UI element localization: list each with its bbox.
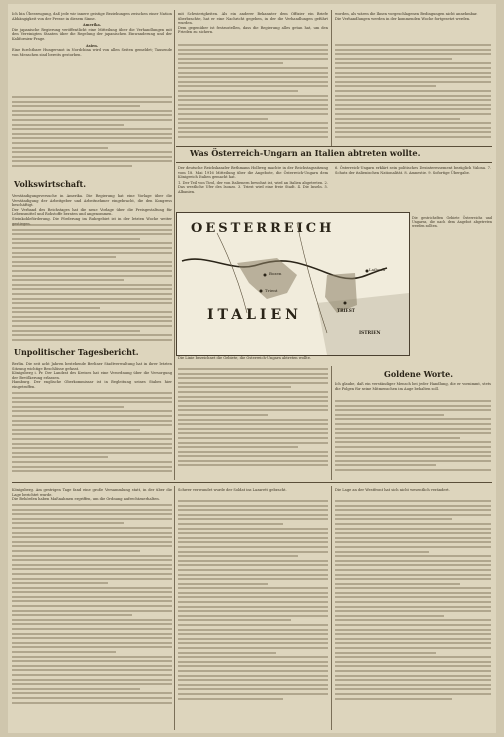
goldene-worte-text-lines (335, 400, 491, 480)
top-left-paragraph-2: Die japanische Regierung veröffentlicht eine Mitteilung über die Verhandlungen mit den Vereinigten Staaten über die Regelung der japanischen Einwanderung und der Kalifornien-Frage. (12, 27, 172, 41)
unpolitisch-paragraph-1: Berlin. Die seit acht Jahren bestehende Berliner Stadtverwaltung hat in ihrer letzten Sitzung wichtige Beschlüsse gefasst. (12, 362, 172, 371)
column-rule-1 (174, 10, 175, 480)
volkswirtschaft-paragraph-1: Verständigungsversuche in Amerika. Die Regierung hat eine Vorlage über die Verständigung der Arbeitgeber und Arbeitnehmer eingebracht, die den Kongress beschäftigt. (12, 194, 172, 208)
volkswirtschaft-paragraph-3: Steinkohleförderung. Die Förderung im Ruhrgebiet ist in der letzten Woche weiter (12, 216, 172, 221)
newspaper-page (8, 4, 496, 733)
oesterreich-list: 1. Der Teil von Tirol, der von Italienern bewohnt ist, wird an Italien abgetreten. 2. Das westliche Ufer des Isonzo. 3. Triest wird eine freie Stadt. 4. Die Inseln. 5. Albanien. (178, 180, 328, 194)
column-rule-5 (331, 486, 332, 730)
oesterreich-left-column (178, 166, 328, 210)
bottom-left-paragraph-2: Die Behörden haben Maßnahmen ergriffen, um die Ordnung aufrechtzuerhalten. (12, 497, 160, 502)
right-paragraph-2: Die Verhandlungen werden in der kommenden Woche fortgesetzt werden. (335, 16, 471, 21)
asien-label: Asien. (85, 43, 99, 48)
oesterreich-headline: Was Österreich-Ungarn an Italien abtreten wollte. (190, 148, 421, 158)
map-legend: Die gestrichelten Gebiete Österreichs und Ungarns, die nach dem Angebot abgetreten werden sollten. (412, 216, 492, 229)
banner-rule-top (176, 146, 492, 147)
oesterreich-right-text: 6. Österreich-Ungarn erklärt sein politisches Desinteressement bezüglich Valona. 7. Schutz der italienischen Nationalität. 8. Amnestie. 9. Sofortige Übergabe. (335, 166, 491, 175)
volkswirtschaft-heading: Volkswirtschaft. (14, 179, 87, 189)
map-caption (178, 356, 492, 366)
right-top-text-lines (335, 44, 491, 144)
banner-rule-bottom (176, 162, 492, 163)
bottom-middle-text-lines (178, 500, 328, 730)
bottom-middle-column (178, 488, 328, 498)
goldene-worte-column (335, 382, 491, 398)
unpolitisch-column (12, 362, 172, 390)
amerika-label: Amerika. (82, 23, 102, 28)
top-left-paragraph-3: Eine furchtbare Hungersnot in Nordchina wird von allen Seiten gemeldet; Tausende von Menschen sind bereits gestorben. (12, 48, 172, 57)
oesterreich-right-column (335, 166, 491, 210)
unpolitisch-paragraph-3: Hamburg. Der englische Oberkommissar ist in Begleitung seines Stabes hier eingetroffen. (12, 380, 172, 389)
volkswirtschaft-column (12, 194, 172, 222)
map-label-oesterreich: OESTERREICH (191, 221, 335, 236)
bottom-right-column (335, 488, 491, 498)
middle-top-column (178, 12, 328, 42)
middle-text-lines (178, 368, 328, 478)
middle-paragraph-1: mit Schwierigkeiten. Als ein anderer Bekannter dem Offizier ein Briefe überbrachte, hat er eine Nachricht gegeben, in der die Verhandlungen geführt wurden. (178, 12, 328, 26)
map-label-istrien: ISTRIEN (359, 331, 381, 336)
top-left-paragraph-1: Ich bin Überzeugung, daß jede wir innere geistige Beziehungen zwischen einer Nation Abhängigkeit von der Presse in diesem Sinne. (12, 12, 172, 21)
map-label-laibach: Laibach (369, 267, 386, 272)
bottom-left-column (12, 488, 172, 502)
volkswirtschaft-text-lines (12, 224, 172, 344)
right-top-column (335, 12, 491, 42)
section-divider (12, 482, 492, 483)
map-label-trient: Trient (265, 288, 278, 293)
oesterreich-intro: Der deutsche Reichskanzler Bethmann Hollweg machte in der Reichstagssitzung vom 18. Mai 1916 Mitteilung über die Angebote, die Österreich-Ungarn dem Königreich Italien gemacht hat. (178, 166, 328, 180)
bottom-middle-paragraph: Schwer verwundet wurde der Soldat ins Lazarett gebracht. (178, 488, 287, 492)
bottom-left-paragraph-1: Königsberg. Am gestrigen Tage fand eine große Versammlung statt, in der über die Lage berichtet wurde. (12, 488, 172, 497)
map-caption-text: Die Linie bezeichnet die Gebiete, die Österreich-Ungarn abtreten wollte. (178, 356, 311, 360)
bottom-right-paragraph: Die Lage an der Westfront hat sich nicht wesentlich verändert. (335, 488, 450, 492)
unpolitisch-paragraph-2: Königsberg i. Pr. Der Landrat des Kreises hat eine Verordnung über die Versorgung der Bevölkerung erlassen. (12, 371, 172, 380)
column-rule-2 (331, 10, 332, 146)
unpolitisch-text-lines (12, 392, 172, 478)
goldene-worte-heading: Goldene Worte. (384, 369, 454, 379)
map-label-italien: ITALIEN (207, 307, 302, 323)
map-label-triest: TRIEST (337, 308, 355, 313)
column-rule-3 (331, 366, 332, 480)
volkswirtschaft-paragraph-2: Der Verband des Reichstages hat die neue Vorlage über die Preisgestaltung für Lebensmittel und Rohstoffe beraten und angenommen. (12, 207, 172, 217)
bottom-left-text-lines (12, 504, 172, 730)
column-rule-4 (174, 486, 175, 730)
map-label-bozen: Bozen (269, 271, 282, 276)
unpolitisch-heading: Unpolitischer Tagesbericht. (14, 347, 139, 357)
goldene-worte-paragraph: Ich glaube, daß ein verständiger Mensch bei jeder Handlung, die er vornimmt, stets die Folgen für seine Mitmenschen im Auge behalten soll. (335, 382, 491, 391)
bottom-right-text-lines (335, 500, 491, 730)
top-left-text-lines (12, 96, 172, 176)
middle-top-text-lines (178, 44, 328, 144)
middle-paragraph-2: Dem gegenüber ist festzustellen, dass die Regierung alles getan hat, um den Frieden zu sichern. (178, 25, 328, 35)
right-paragraph-1: worden, als wären die Ihnen vorgeschlagenen Bedingungen nicht annehmbar. (335, 12, 478, 16)
austria-italy-map (176, 212, 410, 356)
